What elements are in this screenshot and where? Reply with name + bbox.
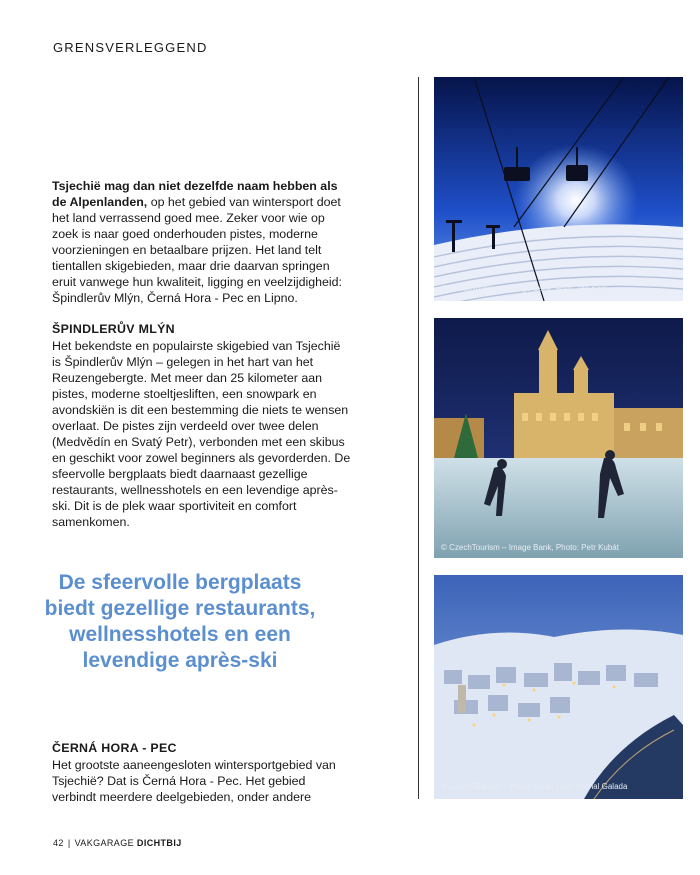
heading-cerna-hora-pec: ČERNÁ HORA - PEC [52,741,177,755]
photo-snowy-town [434,575,683,799]
heading-spindleruv-mlyn: ŠPINDLERŮV MLÝN [52,322,175,336]
page-number: 42 [53,838,64,848]
intro-lead: Tsjechië mag dan niet dezelfde naam hebben als de Alpenlanden, [52,179,338,209]
intro-paragraph [52,178,352,306]
paragraph-spindleruv-mlyn: Het bekendste en populairste skigebied van Tsjechië is Špindlerův Mlýn – gelegen in het hart van het Reuzengebergte. Met meer dan 25 kilometer aan pistes, moderne stoeltjesliften, een snowpark en avondskiën is dit een bestemming die niets te wensen overlaat. De pistes zijn verdeeld over twee delen (Medvědín en Svatý Petr), verbonden met een skibus en geschikt voor zowel beginners als gevorderden. De sfeervolle bergplaats biedt daarnaast gezellige restaurants, wellnesshotels en een levendige après-ski. Dit is de plek waar sportiviteit en comfort samenkomen. [52,339,351,529]
magazine-name-bold: DICHTBIJ [136,838,182,848]
photo-credit-3: © CzechTourism – Image Bank, Foto: Michal Galada [441,782,628,791]
photo-ski-lift [434,77,683,301]
magazine-name: VAKGARAGE [74,838,135,848]
paragraph-cerna-hora-pec: Het grootste aaneengesloten wintersportgebied van Tsjechië? Dat is Černá Hora - Pec. Het gebied verbindt meerdere deelgebieden, onder andere [52,758,336,804]
snowy-town-photo [434,575,683,799]
column-divider [418,77,419,799]
ski-lift-photo [434,77,683,301]
ice-skating-square-photo [434,318,683,558]
footer-separator: | [67,838,71,848]
section-label: GRENSVERLEGGEND [53,40,208,55]
photo-ice-skating [434,318,683,558]
page-footer [53,838,182,848]
photo-credit-1: © CzechTourism – Image Bank, Foto: Jan Kasl [441,284,607,293]
pull-quote: De sfeervolle bergplaats biedt gezellige restaurants, wellnesshotels en een levendige après-ski [44,571,316,672]
intro-text: op het gebied van wintersport doet het land verrassend goed mee. Zeker voor wie op zoek is naar goed onderhouden pistes, moderne voorzieningen en betaalbare prijzen. Het land telt tientallen skigebieden, maar drie daarvan springen eruit vanwege hun kwaliteit, ligging en veelzijdigheid: Špindlerův Mlýn, Černá Hora - Pec en Lipno. [52,195,342,305]
photo-credit-2: © CzechTourism – Image Bank, Photo: Petr Kubát [441,543,619,552]
